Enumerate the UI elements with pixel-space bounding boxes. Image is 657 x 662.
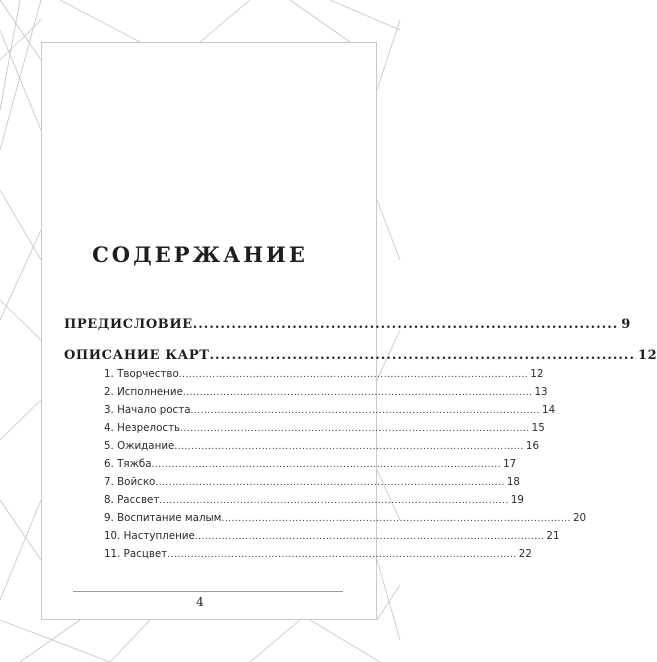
toc-entry[interactable] bbox=[64, 440, 539, 458]
toc-entry[interactable] bbox=[64, 476, 520, 494]
toc-entry-label: 3. Начало роста bbox=[104, 404, 191, 416]
toc-entry-page: 16 bbox=[525, 440, 539, 452]
toc-page-number: 9 bbox=[621, 317, 631, 332]
toc-entry-page: 15 bbox=[531, 422, 545, 434]
toc-entry[interactable] bbox=[64, 494, 524, 512]
table-of-contents bbox=[64, 317, 657, 566]
toc-entry-label: 8. Рассвет bbox=[104, 494, 160, 506]
toc-entry[interactable] bbox=[64, 386, 548, 404]
toc-page-number: 12 bbox=[637, 348, 657, 363]
toc-section-preface[interactable] bbox=[64, 317, 631, 337]
dot-leader: ........................................................................................................ bbox=[180, 424, 530, 434]
toc-entry[interactable] bbox=[64, 458, 517, 476]
toc-entry-label: 10. Наступление bbox=[104, 530, 195, 542]
toc-entry[interactable] bbox=[64, 512, 587, 530]
dot-leader: ........................................................................................................ bbox=[159, 496, 509, 506]
toc-section-label: ОПИСАНИЕ КАРТ bbox=[64, 348, 210, 363]
toc-entry-page: 17 bbox=[503, 458, 517, 470]
dot-leader: ........................................................................................................ bbox=[167, 550, 517, 560]
toc-entry-page: 22 bbox=[518, 548, 532, 560]
dot-leader: ............................................................................. bbox=[209, 348, 635, 363]
dot-leader: ........................................................................................................ bbox=[151, 460, 502, 470]
dot-leader: ........................................................................................................ bbox=[221, 514, 571, 524]
dot-leader: ........................................................................................................ bbox=[178, 370, 529, 380]
toc-entry[interactable] bbox=[64, 548, 532, 566]
dot-leader: ........................................................................................................ bbox=[174, 442, 524, 452]
page-title: СОДЕРЖАНИЕ bbox=[92, 242, 308, 267]
toc-entry-label: 5. Ожидание bbox=[104, 440, 175, 452]
toc-entry[interactable] bbox=[64, 530, 560, 548]
toc-entry-page: 20 bbox=[572, 512, 587, 524]
toc-entry-label: 1. Творчество bbox=[104, 368, 179, 380]
toc-entry-page: 18 bbox=[506, 476, 520, 488]
toc-section-label: ПРЕДИСЛОВИЕ bbox=[64, 317, 193, 332]
dot-leader: ........................................................................................................ bbox=[194, 532, 545, 542]
toc-entry-page: 14 bbox=[542, 404, 556, 416]
toc-entry-label: 7. Войско bbox=[104, 476, 156, 488]
toc-entry-page: 13 bbox=[534, 386, 548, 398]
footer-rule bbox=[73, 591, 343, 592]
page-number: 4 bbox=[196, 595, 204, 609]
toc-entry[interactable] bbox=[64, 404, 556, 422]
dot-leader: ........................................................................................................ bbox=[190, 406, 541, 416]
dot-leader: ............................................................................. bbox=[192, 317, 619, 332]
toc-entry-label: 2. Исполнение bbox=[104, 386, 183, 398]
toc-entry[interactable] bbox=[64, 368, 544, 386]
toc-section-card-descriptions[interactable] bbox=[64, 348, 657, 368]
toc-entry-page: 19 bbox=[510, 494, 524, 506]
toc-entry-label: 11. Расцвет bbox=[104, 548, 168, 560]
toc-entry-page: 21 bbox=[546, 530, 560, 542]
toc-entry-page: 12 bbox=[530, 368, 544, 380]
dot-leader: ........................................................................................................ bbox=[155, 478, 505, 488]
toc-entry[interactable] bbox=[64, 422, 545, 440]
dot-leader: ........................................................................................................ bbox=[182, 388, 533, 398]
toc-entry-label: 4. Незрелость bbox=[104, 422, 181, 434]
toc-entry-label: 6. Тяжба bbox=[104, 458, 152, 470]
toc-entry-label: 9. Воспитание малым bbox=[104, 512, 222, 524]
